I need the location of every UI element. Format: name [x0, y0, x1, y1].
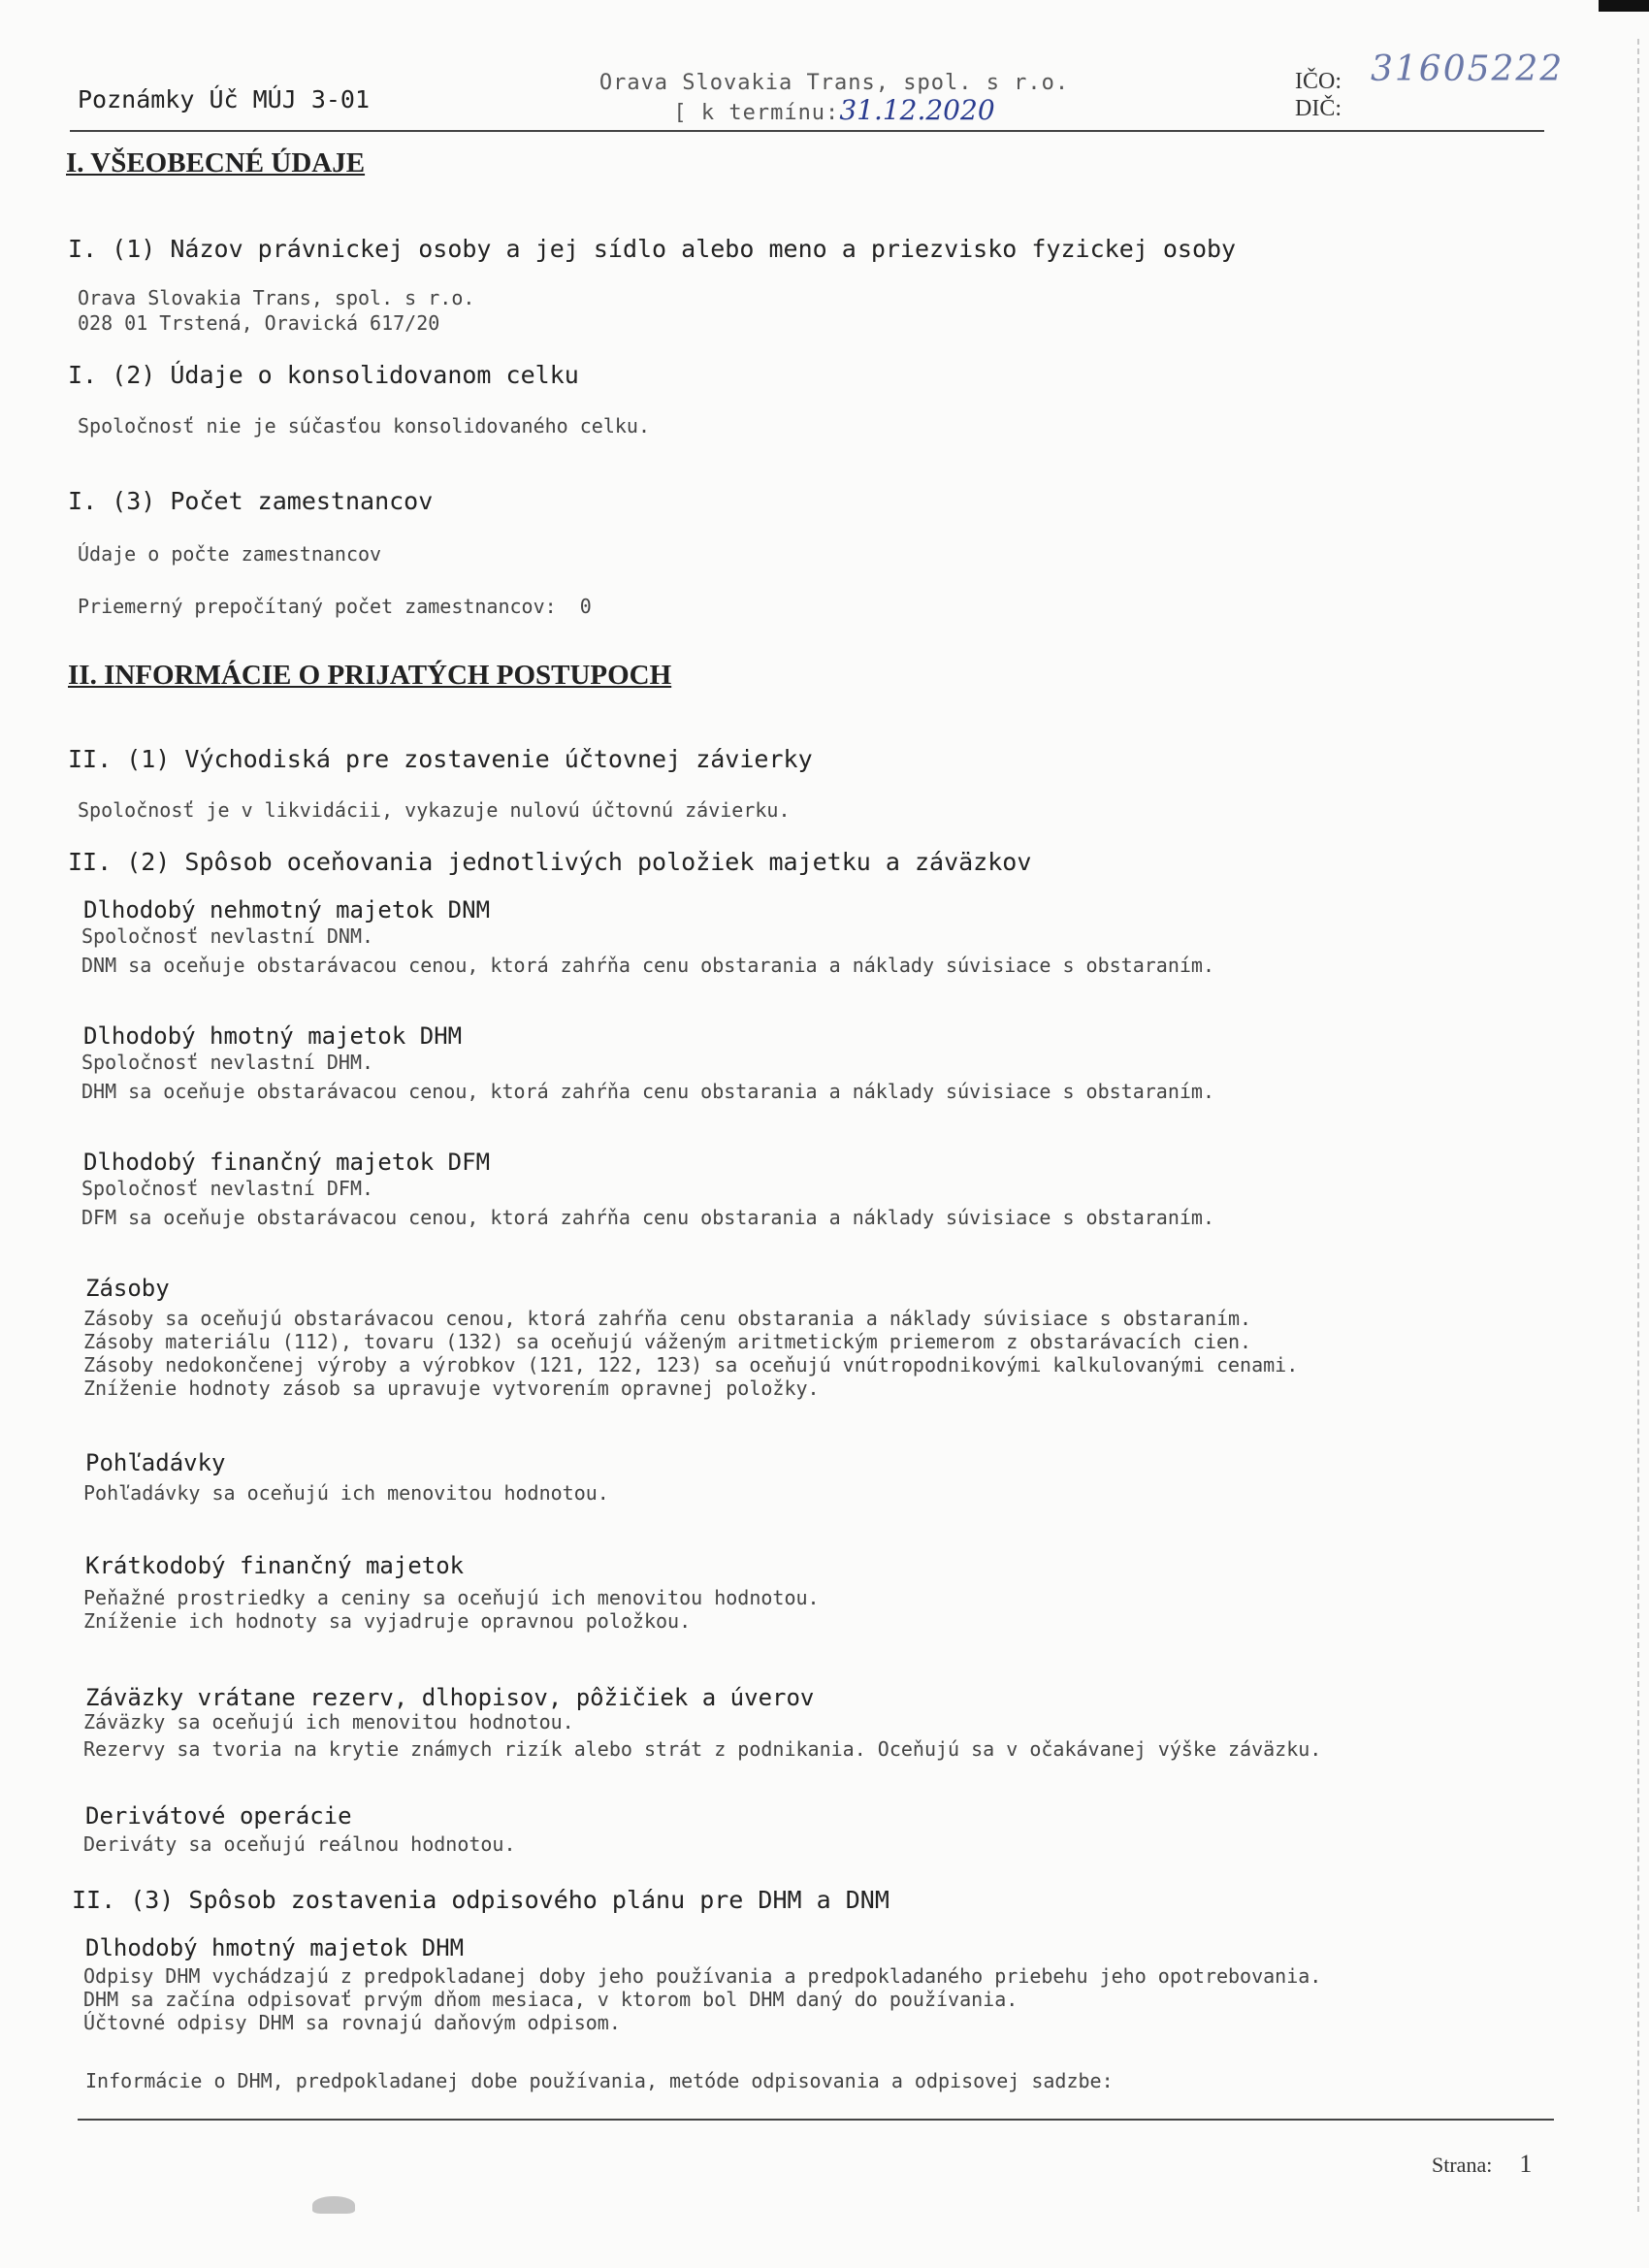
section-2-1-heading: II. (1) Východiská pre zostavenie účtovnej závierky [68, 745, 813, 773]
company-name: Orava Slovakia Trans, spol. s r.o. [598, 71, 1070, 95]
consolidation-text: Spoločnosť nie je súčasťou konsolidovaného celku. [78, 414, 651, 437]
dic-label: DIČ: [1295, 96, 1342, 121]
term-date-handwritten: 31.12.2020 [839, 94, 995, 126]
section-1-1-heading: I. (1) Názov právnickej osoby a jej sídlo alebo meno a priezvisko fyzickej osoby [68, 235, 1237, 263]
dhm-line-1: Spoločnosť nevlastní DHM. [81, 1051, 374, 1074]
stamp-mark [312, 2196, 355, 2214]
dfm-line-1: Spoločnosť nevlastní DFM. [81, 1177, 374, 1200]
section-2-title: II. INFORMÁCIE O PRIJATÝCH POSTUPOCH [68, 660, 672, 691]
dnm-title: Dlhodobý nehmotný majetok DNM [83, 896, 491, 923]
pohladavky-title: Pohľadávky [85, 1449, 226, 1476]
term-line [572, 94, 1096, 127]
dhm-info-line: Informácie o DHM, predpokladanej dobe používania, metóde odpisovania a odpisovej sadzbe: [85, 2069, 1114, 2092]
zavazky-title: Záväzky vrátane rezerv, dlhopisov, pôžičiek a úverov [85, 1684, 815, 1711]
section-1-3-heading: I. (3) Počet zamestnancov [68, 487, 434, 515]
derivaty-line-1: Deriváty sa oceňujú reálnou hodnotou. [83, 1832, 516, 1856]
dfm-line-2: DFM sa oceňuje obstarávacou cenou, ktorá zahŕňa cenu obstarania a náklady súvisiace s obstaraním. [81, 1206, 1214, 1229]
kfm-title: Krátkodobý finančný majetok [85, 1552, 465, 1579]
scan-corner-mark [1599, 0, 1649, 12]
section-1-title: I. VŠEOBECNÉ ÚDAJE [66, 147, 366, 178]
term-label: [ k termínu: [673, 101, 840, 125]
kfm-line-1: Peňažné prostriedky a ceniny sa oceňujú ich menovitou hodnotou. [83, 1586, 820, 1609]
employees-average [78, 596, 592, 618]
section-1-2-heading: I. (2) Údaje o konsolidovanom celku [68, 361, 579, 389]
employees-average-value: 0 [579, 595, 592, 618]
company-header [572, 70, 1096, 127]
derivaty-title: Derivátové operácie [85, 1802, 352, 1830]
dnm-line-2: DNM sa oceňuje obstarávacou cenou, ktorá zahŕňa cenu obstarania a náklady súvisiace s obstaraním. [81, 954, 1214, 977]
zavazky-line-1: Záväzky sa oceňujú ich menovitou hodnotou. [83, 1710, 574, 1733]
odpisy-line-3: Účtovné odpisy DHM sa rovnajú daňovým odpisom. [83, 2011, 621, 2034]
section-2-2-heading: II. (2) Spôsob oceňovania jednotlivých položiek majetku a záväzkov [68, 848, 1032, 876]
dhm-line-2: DHM sa oceňuje obstarávacou cenou, ktorá zahŕňa cenu obstarania a náklady súvisiace s obstaraním. [81, 1080, 1214, 1103]
odpisy-line-2: DHM sa začína odpisovať prvým dňom mesiaca, v ktorom bol DHM daný do používania. [83, 1988, 1018, 2011]
ico-handwritten: 31605222 [1371, 49, 1565, 89]
page-value: 1 [1519, 2150, 1533, 2178]
kfm-line-2: Zníženie ich hodnoty sa vyjadruje opravnou položkou. [83, 1609, 692, 1633]
header-rule [70, 130, 1544, 132]
zasoby-line-3: Zásoby nedokončenej výroby a výrobkov (121, 122, 123) sa oceňujú vnútropodnikovými kalkulovanými cenami. [83, 1353, 1299, 1377]
zasoby-line-1: Zásoby sa oceňujú obstarávacou cenou, ktorá zahŕňa cenu obstarania a náklady súvisiace s obstaraním. [83, 1307, 1252, 1330]
address-line-1: Orava Slovakia Trans, spol. s r.o. [78, 286, 475, 309]
zavazky-line-2: Rezervy sa tvoria na krytie známych rizík alebo strát z podnikania. Oceňujú sa v očakávanej výške záväzku. [83, 1737, 1322, 1761]
dhm-title: Dlhodobý hmotný majetok DHM [83, 1022, 463, 1050]
odpisy-line-1: Odpisy DHM vychádzajú z predpokladanej doby jeho používania a predpokladaného priebehu jeho opotrebovania. [83, 1964, 1322, 1988]
basis-text: Spoločnosť je v likvidácii, vykazuje nulovú účtovnú závierku. [78, 798, 791, 822]
dnm-line-1: Spoločnosť nevlastní DNM. [81, 924, 374, 948]
zasoby-line-2: Zásoby materiálu (112), tovaru (132) sa oceňujú váženým aritmetickým priemerom z obstarávacích cien. [83, 1330, 1252, 1353]
zasoby-title: Zásoby [85, 1275, 170, 1302]
dfm-title: Dlhodobý finančný majetok DFM [83, 1149, 491, 1176]
tax-ids [1295, 49, 1565, 122]
section-2-3-heading: II. (3) Spôsob zostavenia odpisového plánu pre DHM a DNM [72, 1886, 889, 1914]
employees-text: Údaje o počte zamestnancov [78, 542, 382, 566]
page-label: Strana: [1432, 2153, 1493, 2177]
pohladavky-line-1: Pohľadávky sa oceňujú ich menovitou hodnotou. [83, 1481, 609, 1505]
footer-rule [78, 2119, 1554, 2121]
employees-average-label: Priemerný prepočítaný počet zamestnancov: [78, 595, 557, 618]
odpisy-title: Dlhodobý hmotný majetok DHM [85, 1934, 465, 1961]
ico-label: IČO: [1295, 69, 1342, 94]
address-line-2: 028 01 Trstená, Oravická 617/20 [78, 311, 440, 335]
page-number [1432, 2150, 1532, 2179]
zasoby-line-4: Zníženie hodnoty zásob sa upravuje vytvorením opravnej položky. [83, 1377, 820, 1400]
form-label: Poznámky Úč MÚJ 3-01 [78, 85, 371, 113]
scan-edge-line [1636, 39, 1639, 2212]
